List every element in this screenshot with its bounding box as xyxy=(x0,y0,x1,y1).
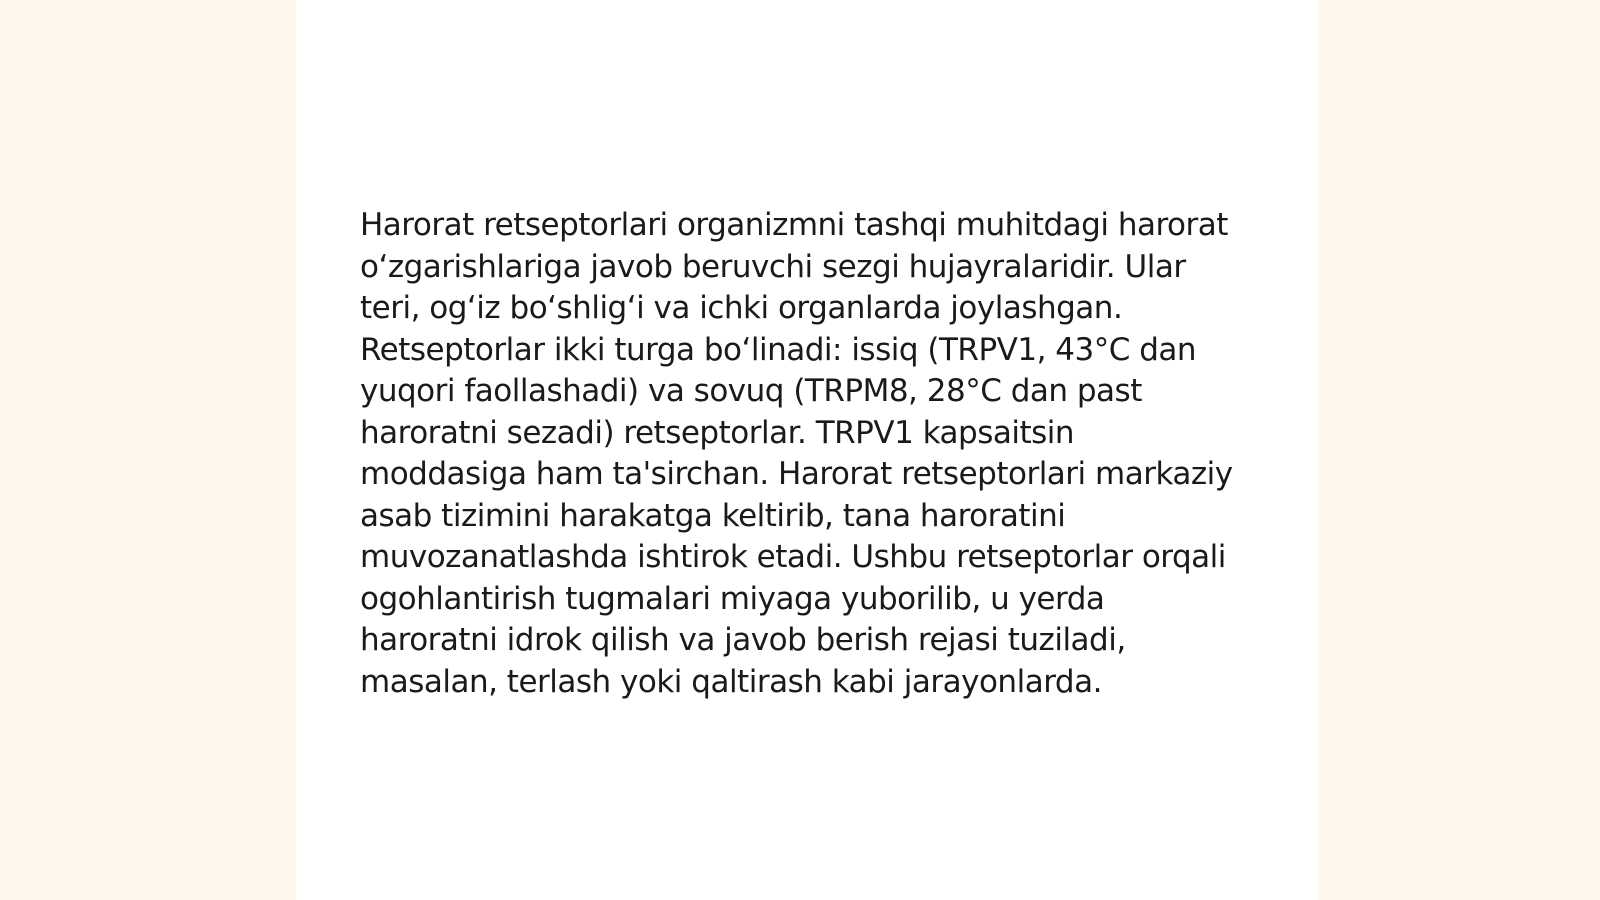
body-paragraph: Harorat retseptorlari organizmni tashqi muhitdagi harorat o‘zgarishlariga javob beruvchi sezgi hujayralaridir. Ular teri, og‘iz bo‘shlig‘i va ichki organlarda joylashgan. Retseptorlar ikki turga bo‘linadi: issiq (TRPV1, 43°C dan yuqori faollashadi) va sovuq (TRPM8, 28°C dan past haroratni sezadi) retseptorlar. TRPV1 kapsaitsin moddasiga ham ta'sirchan. Harorat retseptorlari markaziy asab tizimini harakatga keltirib, tana haroratini muvozanatlashda ishtirok etadi. Ushbu retseptorlar orqali ogohlantirish tugmalari miyaga yuborilib, u yerda haroratni idrok qilish va javob berish rejasi tuziladi, masalan, terlash yoki qaltirash kabi jarayonlarda. xyxy=(360,207,1233,700)
document-page xyxy=(296,0,1318,900)
